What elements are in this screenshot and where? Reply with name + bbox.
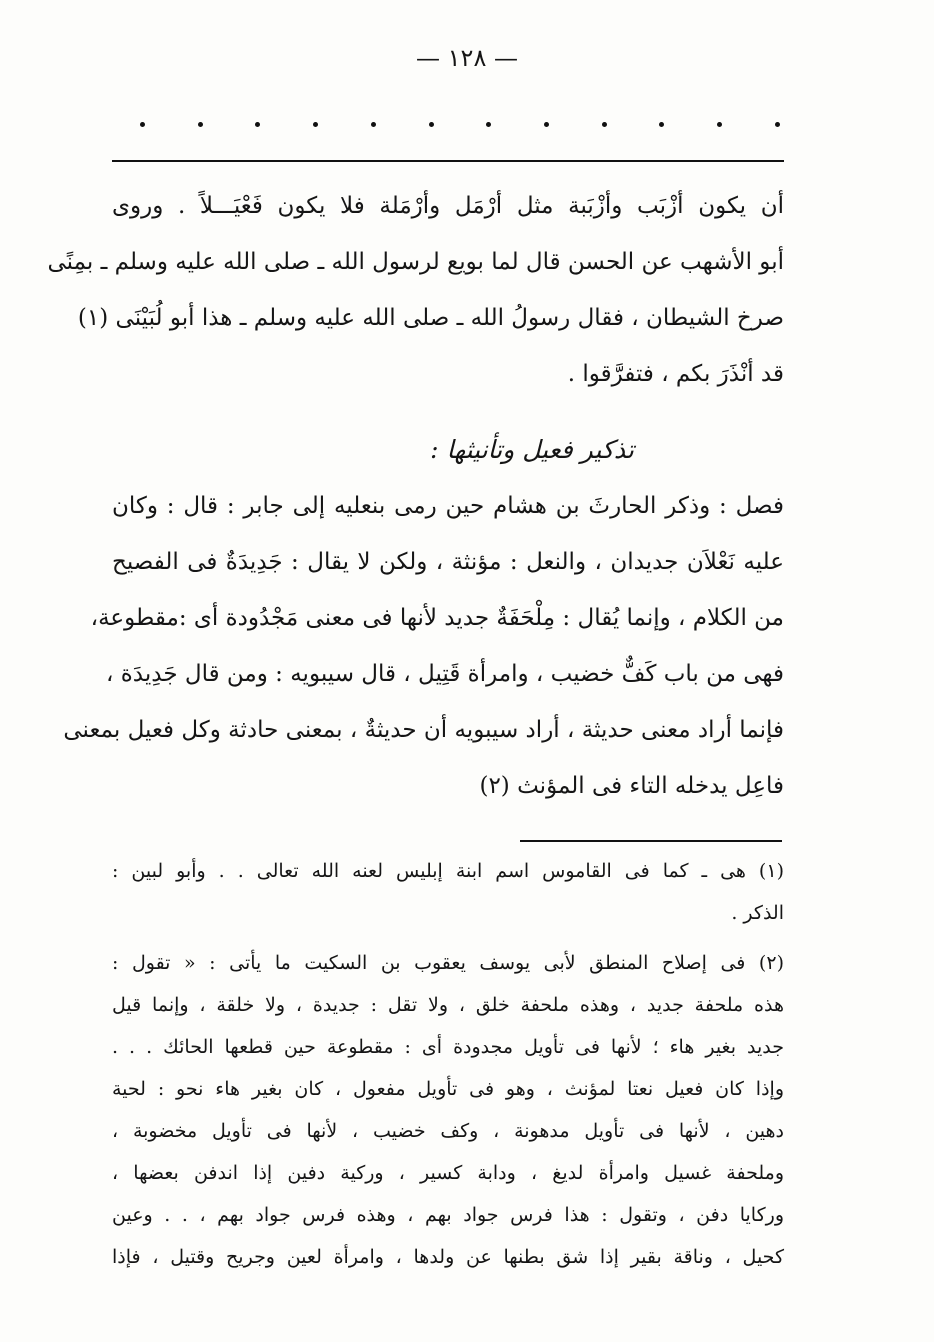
text-line: عليه نَعْلاَن جديدان ، والنعل : مؤنثة ، ولكن لا يقال : جَدِيدَةٌ فى الفصيح — [112, 549, 784, 575]
footnote-line: كحيل ، وناقة بقير إذا شق بطنها عن ولدها ، وامرأة لعين وجريح وقتيل ، فإذا — [112, 1246, 784, 1268]
footnote-line: جديد بغير هاء ؛ لأنها فى تأويل مجدودة أى : مقطوعة حين قطعها الحائك . . . — [112, 1036, 784, 1058]
text-line: أن يكون أزْبَب وأزْبَبة مثل أرْمَل وأرْمَلة فلا يكون فَعْيَـــلاً . وروى — [112, 193, 784, 219]
footnote-line: وإذا كان فعيل نعتا لمؤنث ، وهو فى تأويل مفعول ، كان بغير هاء نحو : لحية — [112, 1078, 784, 1100]
text-line: صرخ الشيطان ، فقال رسولُ الله ـ صلى الله عليه وسلم ـ هذا أبو لُبَيْنَى (١) — [77, 305, 784, 331]
ornamental-dots — [140, 122, 780, 127]
dot — [602, 122, 607, 127]
text-line: فاعِل يدخله التاء فى المؤنث (٢) — [479, 773, 784, 799]
footnotes — [112, 850, 784, 1278]
dot — [255, 122, 260, 127]
dot — [313, 122, 318, 127]
dot — [371, 122, 376, 127]
dot — [544, 122, 549, 127]
text-line: أبو الأشهب عن الحسن قال لما بويع لرسول الله ـ صلى الله عليه وسلم ـ بمِنًى — [47, 249, 784, 275]
text-line: قد أنْذَرَ بكم ، فتفرَّقوا . — [567, 361, 784, 387]
dot — [659, 122, 664, 127]
footnote-line: وملحفة غسيل وامرأة لديغ ، ودابة كسير ، وركية دفين إذا اندفن بعضها ، — [112, 1162, 784, 1184]
footnote-line: الذكر . — [731, 902, 784, 924]
page-number: — ١٢٨ — — [416, 44, 518, 72]
text-line: فصل : وذكر الحارثَ بن هشام حين رمى بنعليه إلى جابر : قال : وكان — [112, 493, 784, 519]
dot — [486, 122, 491, 127]
text-line: فهى من باب كَفٌّ خضيب ، وامرأة قَتِيل ، قال سيبويه : ومن قال جَدِيدَة ، — [106, 661, 784, 687]
header-rule — [112, 160, 784, 162]
text-line: فإنما أراد معنى حديثة ، أراد سيبويه أن حديثةٌ ، بمعنى حادثة وكل فعيل بمعنى — [63, 717, 784, 743]
dot — [717, 122, 722, 127]
dot — [429, 122, 434, 127]
footnote-line: هذه ملحفة جديد ، وهذه ملحفة خلق ، ولا تقل : جديدة ، ولا خلقة ، وإنما قيل — [112, 994, 784, 1016]
section-heading: تذكير فعيل وتأنيثها : — [430, 435, 634, 464]
dot — [775, 122, 780, 127]
dot — [198, 122, 203, 127]
dot — [140, 122, 145, 127]
main-text — [47, 178, 784, 814]
footnote-line: دهين ، لأنها فى تأويل مدهونة ، وكف خضيب ، لأنها فى تأويل مخضوبة ، — [112, 1120, 784, 1142]
text-line: من الكلام ، وإنما يُقال : مِلْحَفَةٌ جديد لأنها فى معنى مَجْدُودة أى :مقطوعة، — [90, 605, 784, 631]
footnote-line: (١) هى ـ كما فى القاموس اسم ابنة إبليس لعنه الله تعالى . . وأبو لبين : — [112, 860, 784, 882]
footnote-line: (٢) فى إصلاح المنطق لأبى يوسف يعقوب بن السكيت ما يأتى : « تقول : — [112, 952, 784, 974]
footnote-line: وركايا دفن ، وتقول : هذا فرس جواد بهم ، وهذه فرس جواد بهم ، . . وعين — [112, 1204, 784, 1226]
footnote-separator — [520, 840, 782, 842]
